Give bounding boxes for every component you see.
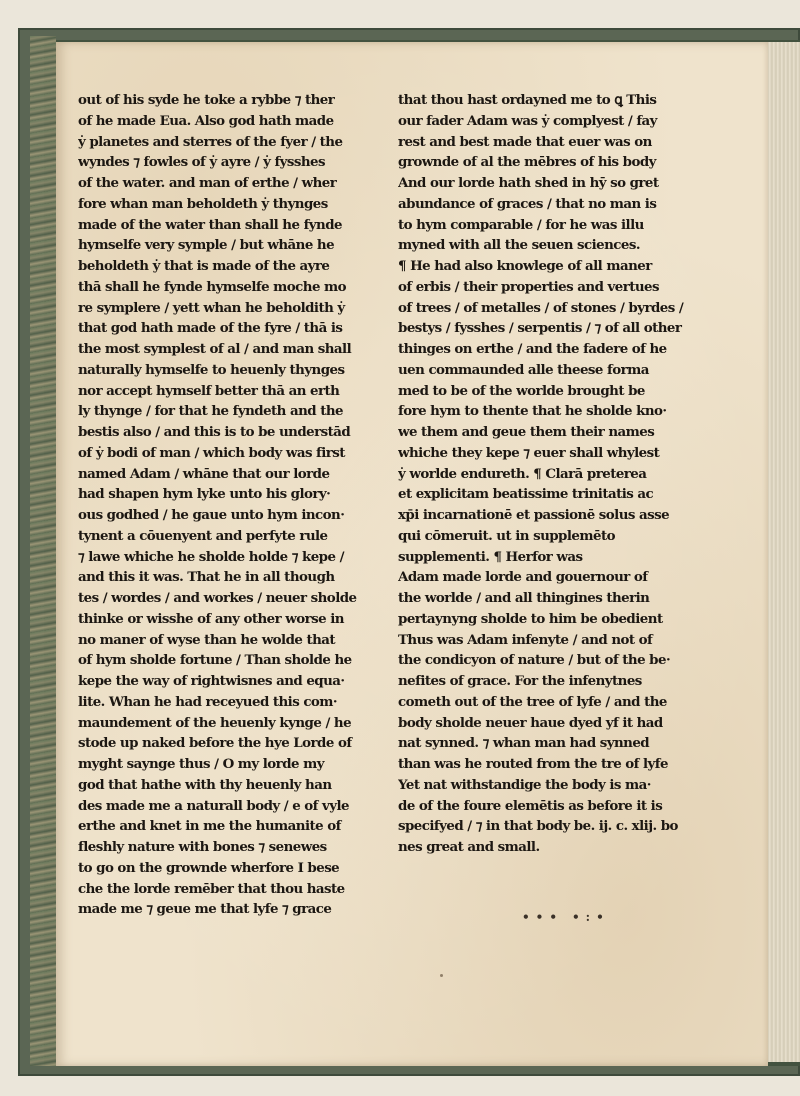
text-line: bestys / fysshes / serpentis / ⁊ of all other: [398, 320, 682, 337]
text-line: supplementi. ¶ Herfor was: [398, 548, 583, 565]
text-line: rest and best made that euer was on: [398, 133, 652, 150]
text-line: pertaynyng sholde to him be obedient: [398, 610, 663, 627]
text-line: named Adam / whāne that our lorde: [78, 465, 330, 482]
text-line: ¶ He had also knowlege of all maner: [398, 258, 652, 274]
text-line: nor accept hymself better thā an erth: [78, 382, 340, 399]
text-line: of hym sholde fortune / Than sholde he: [78, 652, 352, 669]
text-line: of erbis / their properties and vertues: [398, 278, 659, 295]
text-line: ous godhed / he gaue unto hym incon·: [78, 507, 345, 523]
text-line: nes great and small.: [398, 839, 540, 855]
text-line: specifyed / ⁊ in that body be. ij. c. xlij. bo: [398, 818, 678, 835]
text-line: whiche they kepe ⁊ euer shall whylest: [398, 444, 660, 461]
text-line: body sholde neuer haue dyed yf it had: [398, 714, 663, 731]
text-line: fleshly nature with bones ⁊ senewes: [78, 839, 327, 855]
text-line: the most symplest of al / and man shall: [78, 341, 352, 357]
text-line: des made me a naturall body / e of vyle: [78, 797, 349, 814]
text-line: fore whan man beholdeth ẏ thynges: [78, 195, 328, 212]
text-line: cometh out of the tree of lyfe / and the: [398, 693, 667, 710]
text-line: made of the water than shall he fynde: [78, 216, 342, 233]
text-line: of ẏ bodi of man / which body was first: [78, 444, 345, 461]
text-line: the condicyon of nature / but of the be·: [398, 652, 671, 669]
text-line: tynent a cōuenyent and perfyte rule: [78, 527, 328, 544]
text-line: nefites of grace. For the infenytnes: [398, 673, 642, 689]
left-text-column: [78, 90, 378, 920]
text-line: thā shall he fynde hymselfe moche mo: [78, 278, 347, 295]
printer-ornament: •:•: [572, 910, 610, 924]
text-line: no maner of wyse than he wolde that: [78, 631, 336, 648]
book-page: [56, 42, 768, 1066]
text-line: and this it was. That he in all though: [78, 569, 335, 586]
text-line: kepe the way of rightwisnes and equa·: [78, 673, 345, 689]
text-line: that thou hast ordayned me to ꝗ This: [398, 92, 657, 108]
text-line: hymselfe very symple / but whāne he: [78, 237, 335, 254]
text-line: the worlde / and all thingines therin: [398, 590, 650, 606]
text-line: And our lorde hath shed in hȳ so gret: [398, 175, 659, 191]
text-line: out of his syde he toke a rybbe ⁊ ther: [78, 92, 335, 108]
text-line: thinges on erthe / and the fadere of he: [398, 341, 667, 357]
text-line: et explicitam beatissime trinitatis ac: [398, 486, 654, 503]
text-line: stode up naked before the hye Lorde of: [78, 735, 352, 752]
text-line: xp̄i incarnationē et passionē solus asse: [398, 507, 670, 523]
text-line: of the water. and man of erthe / wher: [78, 175, 337, 191]
text-line: we them and geue them their names: [398, 424, 655, 440]
text-line: fore hym to thente that he sholde kno·: [398, 403, 667, 420]
text-line: abundance of graces / that no man is: [398, 195, 657, 212]
text-line: myned with all the seuen sciences.: [398, 237, 640, 254]
text-line: myght saynge thus / O my lorde my: [78, 756, 324, 772]
text-line: tes / wordes / and workes / neuer sholde: [78, 590, 357, 606]
text-line: god that hathe with thy heuenly han: [78, 776, 332, 793]
text-line: ly thynge / for that he fyndeth and the: [78, 403, 344, 420]
text-line: to hym comparable / for he was illu: [398, 216, 644, 233]
text-line: re symplere / yett whan he beholdith ẏ: [78, 299, 345, 316]
text-line: che the lorde remēber that thou haste: [78, 880, 345, 897]
text-line: bestis also / and this is to be understād: [78, 424, 351, 440]
text-line: maundement of the heuenly kynge / he: [78, 714, 352, 731]
text-line: made me ⁊ geue me that lyfe ⁊ grace: [78, 901, 332, 918]
text-line: wyndes ⁊ fowles of ẏ ayre / ẏ fysshes: [78, 154, 326, 171]
text-line: qui cōmeruit. ut in supplemēto: [398, 527, 615, 544]
text-line: our fader Adam was ẏ complyest / fay: [398, 112, 657, 129]
text-line: erthe and knet in me the humanite of: [78, 818, 341, 835]
text-line: ⁊ lawe whiche he sholde holde ⁊ kepe /: [78, 548, 344, 565]
text-line: than was he routed from the tre of lyfe: [398, 756, 668, 772]
text-line: beholdeth ẏ that is made of the ayre: [78, 258, 330, 274]
text-line: of trees / of metalles / of stones / byrdes /: [398, 299, 684, 316]
right-text-column: [398, 90, 690, 858]
text-line: of he made Eua. Also god hath made: [78, 112, 334, 129]
text-line: that god hath made of the fyre / thā is: [78, 320, 343, 337]
text-line: had shapen hym lyke unto his glory·: [78, 486, 331, 503]
paper-speck: [440, 974, 443, 977]
text-line: thinke or wisshe of any other worse in: [78, 610, 344, 627]
page-stack-edge: [766, 42, 800, 1062]
text-line: nat synned. ⁊ whan man had synned: [398, 735, 650, 752]
text-line: Thus was Adam infenyte / and not of: [398, 631, 653, 648]
text-line: de of the foure elemētis as before it is: [398, 797, 663, 814]
text-line: to go on the grownde wherfore I bese: [78, 859, 340, 876]
text-line: grownde of al the mēbres of his body: [398, 154, 656, 171]
text-line: Adam made lorde and gouernour of: [398, 569, 648, 586]
text-line: Yet nat withstandige the body is ma·: [398, 776, 651, 793]
printer-ornament: •••: [522, 910, 564, 924]
text-line: lite. Whan he had receyued this com·: [78, 693, 338, 710]
text-line: uen commaunded alle theese forma: [398, 361, 649, 378]
text-line: ẏ planetes and sterres of the fyer / the: [78, 133, 343, 150]
text-line: naturally hymselfe to heuenly thynges: [78, 361, 345, 378]
text-line: med to be of the worlde brought be: [398, 382, 645, 399]
marbled-endpaper: [30, 36, 56, 1066]
text-line: ẏ worlde endureth. ¶ Clarā preterea: [398, 465, 647, 482]
